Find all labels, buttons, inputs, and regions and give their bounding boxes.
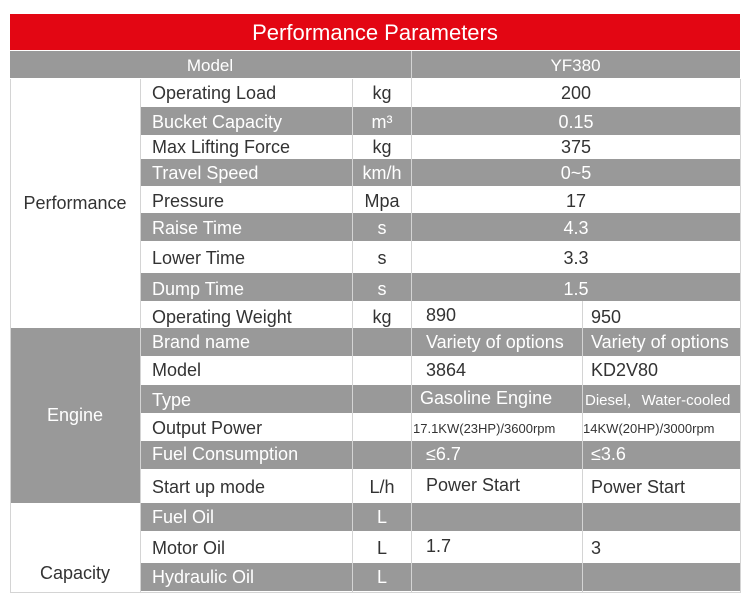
- table-row: [140, 241, 740, 273]
- table-row: [140, 503, 740, 531]
- param-name: Output Power: [152, 418, 263, 438]
- table-row: [140, 441, 740, 469]
- param-name: Lower Time: [152, 248, 246, 268]
- param-unit: kg: [372, 83, 392, 103]
- grid-line: [10, 592, 741, 593]
- param-name: Type: [152, 390, 192, 410]
- param-unit: L: [376, 538, 387, 558]
- param-name: Operating Load: [152, 83, 277, 103]
- param-value-b: KD2V80: [591, 360, 659, 380]
- group-capacity: Capacity: [10, 503, 140, 593]
- param-value-b: ≤3.6: [591, 444, 626, 464]
- param-name: Raise Time: [152, 218, 243, 238]
- param-name: Fuel Consumption: [152, 444, 299, 464]
- param-value: 0~5: [560, 163, 592, 183]
- param-value-a: 1.7: [426, 536, 452, 556]
- param-unit: L/h: [369, 477, 395, 497]
- table-row: [140, 159, 740, 186]
- param-unit: s: [377, 279, 387, 299]
- group-performance: Performance: [10, 79, 140, 328]
- param-value-b: Diesel，Water-cooled: [585, 392, 731, 409]
- param-value-b: 14KW(20HP)/3000rpm: [583, 421, 715, 436]
- param-name: Fuel Oil: [152, 507, 215, 527]
- table-row: [140, 301, 740, 328]
- param-value: 200: [560, 83, 592, 103]
- table-row: [140, 469, 740, 503]
- group-engine: Engine: [10, 328, 140, 503]
- grid-line: [10, 79, 11, 592]
- param-unit: L: [376, 507, 387, 527]
- param-unit: kg: [372, 137, 392, 157]
- table-row: [140, 273, 740, 301]
- param-value-a: Variety of options: [426, 332, 564, 352]
- param-value-b: Variety of options: [591, 332, 729, 352]
- param-value-a: Gasoline Engine: [420, 388, 553, 408]
- param-value-b: Power Start: [591, 477, 686, 497]
- grid-line: [352, 79, 353, 592]
- grid-line: [740, 79, 741, 592]
- param-unit: s: [377, 248, 387, 268]
- param-unit: L: [376, 567, 387, 587]
- table-row: [140, 186, 740, 213]
- param-value-b: 3: [591, 538, 602, 558]
- param-name: Dump Time: [152, 279, 245, 299]
- param-value-a: 3864: [426, 360, 467, 380]
- param-unit: km/h: [362, 163, 402, 183]
- table-row: [140, 356, 740, 385]
- table-row: [140, 213, 740, 241]
- param-unit: Mpa: [364, 191, 400, 211]
- param-unit: kg: [372, 307, 392, 327]
- param-name: Brand name: [152, 332, 251, 352]
- param-value: 17: [565, 191, 587, 211]
- param-name: Hydraulic Oil: [152, 567, 255, 587]
- table-row: [140, 413, 740, 441]
- param-name: Bucket Capacity: [152, 112, 283, 132]
- grid-line: [582, 301, 583, 592]
- param-unit: s: [377, 218, 387, 238]
- table-row: [140, 135, 740, 159]
- param-name: Model: [152, 360, 202, 380]
- param-value-a: 890: [426, 305, 457, 325]
- param-name: Travel Speed: [152, 163, 259, 183]
- table-row: [140, 563, 740, 591]
- param-name: Motor Oil: [152, 538, 226, 558]
- table-row: [140, 328, 740, 356]
- param-value-a: Power Start: [426, 475, 521, 495]
- model-header-value: YF380: [550, 56, 601, 75]
- param-value: 375: [560, 137, 592, 157]
- grid-line: [411, 51, 412, 592]
- table-title: Performance Parameters: [10, 14, 740, 50]
- param-name: Operating Weight: [152, 307, 292, 327]
- table-row: [140, 79, 740, 107]
- table-row: [140, 531, 740, 563]
- table-row: [140, 107, 740, 135]
- param-value: 3.3: [563, 248, 589, 268]
- param-value-a: ≤6.7: [426, 444, 461, 464]
- param-name: Start up mode: [152, 477, 266, 497]
- param-value-b: 950: [591, 307, 622, 327]
- table-row: [140, 385, 740, 413]
- param-value: 1.5: [563, 279, 589, 299]
- table-header: [10, 51, 740, 78]
- param-value-a: 17.1KW(23HP)/3600rpm: [413, 421, 556, 436]
- param-name: Pressure: [152, 191, 225, 211]
- param-value: 0.15: [558, 112, 594, 132]
- model-header-label: Model: [186, 56, 234, 75]
- grid-line: [140, 79, 141, 592]
- param-value: 4.3: [563, 218, 589, 238]
- param-name: Max Lifting Force: [152, 137, 291, 157]
- param-unit: m³: [371, 112, 393, 132]
